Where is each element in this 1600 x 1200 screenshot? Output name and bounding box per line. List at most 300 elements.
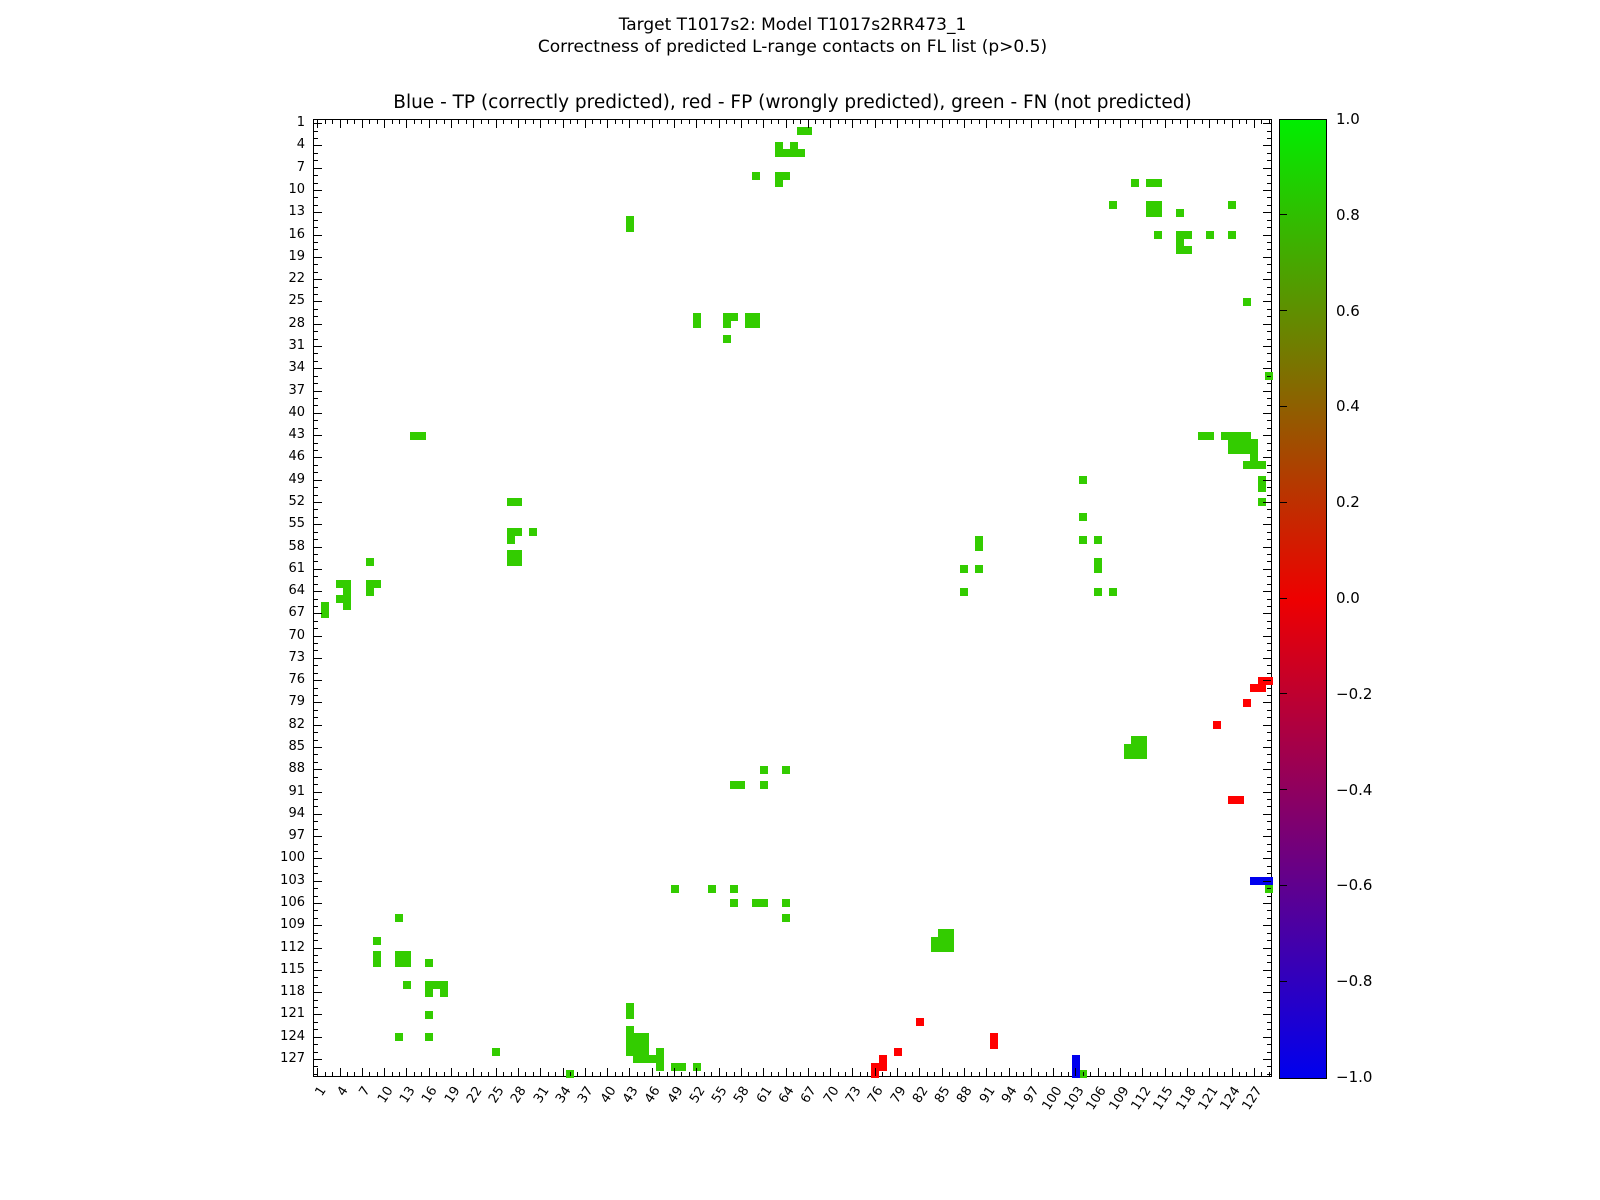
- axis-tick: [1263, 435, 1271, 436]
- axis-tick: [1267, 977, 1271, 978]
- axis-tick: [518, 120, 519, 128]
- axis-tick: [704, 120, 705, 124]
- axis-tick: [1135, 1072, 1136, 1076]
- axis-tick: [1128, 120, 1129, 124]
- axis-tick: [314, 1044, 318, 1045]
- y-tick-label: 7: [296, 159, 305, 175]
- fn-contact-marker: [723, 320, 731, 328]
- axis-tick: [314, 688, 318, 689]
- axis-tick: [314, 249, 318, 250]
- axis-tick: [314, 539, 318, 540]
- fn-contact-marker: [343, 602, 351, 610]
- fn-contact-marker: [373, 959, 381, 967]
- axis-tick: [466, 120, 467, 124]
- fn-contact-marker: [1228, 201, 1236, 209]
- contact-map-plot-area: [313, 119, 1272, 1077]
- axis-tick: [1083, 1072, 1084, 1076]
- axis-tick: [1267, 376, 1271, 377]
- y-tick-label: 76: [288, 672, 305, 688]
- axis-tick: [659, 120, 660, 124]
- axis-tick: [600, 120, 601, 124]
- axis-tick: [1263, 257, 1271, 258]
- axis-tick: [1172, 1072, 1173, 1076]
- axis-tick: [1267, 821, 1271, 822]
- y-tick-label: 19: [288, 248, 305, 264]
- axis-tick: [314, 168, 322, 169]
- axis-tick: [314, 888, 318, 889]
- axis-tick: [1267, 495, 1271, 496]
- axis-tick: [1267, 465, 1271, 466]
- fn-contact-marker: [425, 1011, 433, 1019]
- fn-contact-marker: [425, 1033, 433, 1041]
- y-tick-label: 109: [280, 917, 305, 933]
- axis-tick: [314, 754, 318, 755]
- axis-tick: [667, 1072, 668, 1076]
- fn-contact-marker: [403, 959, 411, 967]
- axis-tick: [511, 1072, 512, 1076]
- fn-contact-marker: [1206, 432, 1214, 440]
- axis-tick: [815, 120, 816, 124]
- axis-tick: [314, 695, 318, 696]
- axis-tick: [314, 725, 322, 726]
- axis-tick: [429, 120, 430, 128]
- axis-tick: [1150, 1072, 1151, 1076]
- axis-tick: [314, 866, 318, 867]
- x-tick-label: 118: [1172, 1084, 1200, 1113]
- axis-tick: [1224, 1072, 1225, 1076]
- y-tick-label: 58: [288, 538, 305, 554]
- axis-tick: [1263, 858, 1271, 859]
- axis-tick: [927, 120, 928, 124]
- fn-contact-marker: [760, 781, 768, 789]
- fn-contact-marker: [425, 989, 433, 997]
- axis-tick: [314, 1059, 322, 1060]
- axis-tick: [1267, 339, 1271, 340]
- axis-tick: [314, 591, 322, 592]
- axis-tick: [392, 120, 393, 124]
- x-tick-label: 52: [686, 1084, 709, 1107]
- x-tick-label: 127: [1239, 1084, 1266, 1113]
- fp-contact-marker: [894, 1048, 902, 1056]
- axis-tick: [696, 1068, 697, 1076]
- fn-contact-marker: [514, 558, 522, 566]
- axis-tick: [540, 120, 541, 128]
- axis-tick: [1263, 547, 1271, 548]
- axis-tick: [503, 120, 504, 124]
- axis-tick: [1075, 120, 1076, 128]
- x-tick-label: 79: [887, 1084, 910, 1107]
- axis-tick: [314, 450, 318, 451]
- axis-tick: [314, 331, 318, 332]
- fn-contact-marker: [708, 885, 716, 893]
- axis-tick: [314, 287, 318, 288]
- axis-tick: [1061, 120, 1062, 124]
- colorbar-tick-label: −0.4: [1336, 780, 1373, 799]
- x-tick-label: 55: [709, 1084, 731, 1107]
- axis-tick: [314, 702, 322, 703]
- axis-tick: [1267, 398, 1271, 399]
- axis-tick: [1038, 1072, 1039, 1076]
- axis-tick: [1267, 1044, 1271, 1045]
- axis-tick: [362, 1068, 363, 1076]
- axis-tick: [1239, 120, 1240, 124]
- axis-tick: [1267, 131, 1271, 132]
- axis-tick: [314, 769, 322, 770]
- axis-tick: [786, 1068, 787, 1076]
- axis-tick: [1263, 123, 1271, 124]
- x-tick-label: 109: [1106, 1084, 1133, 1113]
- axis-tick: [1267, 806, 1271, 807]
- axis-tick: [1142, 1068, 1143, 1076]
- axis-tick: [644, 1072, 645, 1076]
- axis-tick: [314, 992, 322, 993]
- axis-tick: [1267, 316, 1271, 317]
- axis-tick: [314, 717, 318, 718]
- axis-tick: [314, 784, 318, 785]
- fn-contact-marker: [730, 313, 738, 321]
- axis-tick: [615, 1072, 616, 1076]
- axis-tick: [1267, 754, 1271, 755]
- axis-tick: [1267, 1052, 1271, 1053]
- y-tick-label: 22: [288, 271, 305, 287]
- axis-tick: [314, 977, 318, 978]
- fn-contact-marker: [321, 610, 329, 618]
- y-tick-label: 16: [288, 226, 305, 242]
- axis-tick: [314, 658, 322, 659]
- axis-tick: [1263, 524, 1271, 525]
- axis-tick: [600, 1072, 601, 1076]
- axis-tick: [1267, 710, 1271, 711]
- axis-tick: [377, 120, 378, 124]
- axis-tick: [919, 120, 920, 128]
- axis-tick: [756, 1072, 757, 1076]
- y-tick-label: 112: [280, 939, 305, 955]
- axis-tick: [314, 339, 318, 340]
- axis-tick: [1194, 120, 1195, 124]
- colorbar-tick: [1280, 406, 1287, 407]
- axis-tick: [1263, 368, 1271, 369]
- axis-tick: [1046, 120, 1047, 124]
- axis-tick: [314, 1074, 318, 1075]
- axis-tick: [1267, 331, 1271, 332]
- axis-tick: [1128, 1072, 1129, 1076]
- y-tick-label: 88: [288, 761, 305, 777]
- axis-tick: [1263, 680, 1271, 681]
- axis-tick: [1061, 1072, 1062, 1076]
- axis-tick: [1267, 873, 1271, 874]
- axis-tick: [652, 120, 653, 128]
- fn-contact-marker: [782, 172, 790, 180]
- axis-tick: [1202, 120, 1203, 124]
- axis-tick: [1068, 120, 1069, 124]
- axis-tick: [734, 120, 735, 124]
- fn-contact-marker: [395, 914, 403, 922]
- axis-tick: [1267, 940, 1271, 941]
- axis-tick: [1187, 1068, 1188, 1076]
- axis-tick: [1267, 443, 1271, 444]
- x-tick-label: 106: [1083, 1084, 1110, 1113]
- axis-tick: [1267, 628, 1271, 629]
- fn-contact-marker: [782, 914, 790, 922]
- axis-tick: [314, 197, 318, 198]
- axis-tick: [934, 1072, 935, 1076]
- axis-tick: [1016, 1072, 1017, 1076]
- axis-tick: [1267, 962, 1271, 963]
- axis-tick: [481, 1072, 482, 1076]
- axis-tick: [585, 120, 586, 128]
- axis-tick: [756, 120, 757, 124]
- axis-tick: [1267, 777, 1271, 778]
- x-tick-label: 10: [374, 1084, 397, 1107]
- axis-tick: [473, 120, 474, 128]
- fn-contact-marker: [752, 172, 760, 180]
- axis-tick: [897, 120, 898, 128]
- axis-tick: [1224, 120, 1225, 124]
- axis-tick: [1023, 1072, 1024, 1076]
- axis-tick: [1105, 1072, 1106, 1076]
- axis-tick: [317, 120, 318, 128]
- axis-tick: [852, 1068, 853, 1076]
- axis-tick: [314, 487, 318, 488]
- axis-tick: [607, 1068, 608, 1076]
- axis-tick: [314, 175, 318, 176]
- axis-tick: [314, 138, 318, 139]
- fn-contact-marker: [1139, 751, 1147, 759]
- axis-tick: [1267, 160, 1271, 161]
- axis-tick: [340, 120, 341, 128]
- axis-tick: [1263, 658, 1271, 659]
- y-tick-label: 52: [288, 493, 305, 509]
- axis-tick: [1098, 1068, 1099, 1076]
- axis-tick: [563, 120, 564, 128]
- axis-tick: [1267, 309, 1271, 310]
- axis-tick: [392, 1072, 393, 1076]
- axis-tick: [1001, 120, 1002, 124]
- y-tick-label: 106: [280, 894, 305, 910]
- axis-tick: [577, 120, 578, 124]
- axis-tick: [362, 120, 363, 128]
- axis-tick: [1098, 120, 1099, 128]
- axis-tick: [481, 120, 482, 124]
- axis-tick: [1261, 120, 1262, 124]
- axis-tick: [1263, 613, 1271, 614]
- axis-tick: [897, 1068, 898, 1076]
- axis-tick: [1267, 762, 1271, 763]
- colorbar-tick: [1280, 310, 1287, 311]
- axis-tick: [314, 183, 318, 184]
- axis-tick: [314, 532, 318, 533]
- axis-tick: [1263, 903, 1271, 904]
- axis-tick: [314, 131, 318, 132]
- fn-contact-marker: [804, 127, 812, 135]
- axis-tick: [314, 762, 318, 763]
- axis-tick: [867, 120, 868, 124]
- axis-tick: [314, 836, 322, 837]
- axis-tick: [949, 1072, 950, 1076]
- axis-tick: [488, 120, 489, 124]
- axis-tick: [734, 1072, 735, 1076]
- axis-tick: [1113, 120, 1114, 124]
- axis-tick: [934, 120, 935, 124]
- y-tick-label: 94: [288, 805, 305, 821]
- y-tick-label: 67: [288, 605, 305, 621]
- axis-tick: [1267, 1066, 1271, 1067]
- fn-contact-marker: [626, 224, 634, 232]
- axis-tick: [1263, 970, 1271, 971]
- axis-tick: [1267, 220, 1271, 221]
- axis-tick: [314, 643, 318, 644]
- axis-tick: [414, 1072, 415, 1076]
- axis-tick: [726, 1072, 727, 1076]
- axis-tick: [1142, 120, 1143, 128]
- axis-tick: [314, 472, 318, 473]
- y-tick-label: 10: [288, 182, 305, 198]
- axis-tick: [860, 1072, 861, 1076]
- axis-tick: [1267, 918, 1271, 919]
- x-tick-label: 100: [1039, 1084, 1066, 1113]
- axis-tick: [1267, 576, 1271, 577]
- y-tick-label: 64: [288, 583, 305, 599]
- axis-tick: [1267, 665, 1271, 666]
- axis-tick: [555, 120, 556, 124]
- axis-tick: [674, 120, 675, 128]
- axis-tick: [314, 153, 318, 154]
- axis-tick: [1267, 517, 1271, 518]
- axis-tick: [1263, 1059, 1271, 1060]
- fn-contact-marker: [693, 320, 701, 328]
- axis-tick: [1263, 1014, 1271, 1015]
- axis-tick: [838, 1072, 839, 1076]
- axis-tick: [1267, 1022, 1271, 1023]
- axis-tick: [518, 1068, 519, 1076]
- axis-tick: [741, 120, 742, 128]
- axis-tick: [1267, 294, 1271, 295]
- x-tick-label: 13: [396, 1084, 419, 1107]
- colorbar-tick-label: −0.6: [1336, 876, 1373, 895]
- fn-contact-marker: [1243, 298, 1251, 306]
- axis-tick: [957, 120, 958, 124]
- axis-tick: [1263, 881, 1271, 882]
- y-tick-label: 13: [288, 204, 305, 220]
- fn-contact-marker: [1154, 231, 1162, 239]
- axis-tick: [1269, 1072, 1270, 1076]
- axis-tick: [496, 1068, 497, 1076]
- x-tick-label: 43: [619, 1084, 642, 1107]
- axis-tick: [1267, 1029, 1271, 1030]
- axis-tick: [314, 680, 322, 681]
- axis-tick: [525, 120, 526, 124]
- axis-tick: [1267, 561, 1271, 562]
- axis-tick: [458, 1072, 459, 1076]
- y-tick-label: 43: [288, 427, 305, 443]
- axis-tick: [689, 1072, 690, 1076]
- fn-contact-marker: [782, 766, 790, 774]
- axis-tick: [1246, 120, 1247, 124]
- axis-tick: [1267, 896, 1271, 897]
- axis-tick: [314, 272, 318, 273]
- axis-tick: [314, 257, 322, 258]
- axis-tick: [830, 120, 831, 128]
- x-tick-label: 22: [463, 1084, 486, 1107]
- axis-tick: [314, 948, 322, 949]
- axis-tick: [314, 821, 318, 822]
- fn-contact-marker: [737, 781, 745, 789]
- y-tick-label: 73: [288, 649, 305, 665]
- axis-tick: [347, 1072, 348, 1076]
- axis-tick: [1267, 584, 1271, 585]
- axis-tick: [577, 1072, 578, 1076]
- y-tick-label: 82: [288, 716, 305, 732]
- fn-contact-marker: [529, 528, 537, 536]
- axis-tick: [314, 851, 318, 852]
- colorbar-tick-label: 0.4: [1336, 397, 1360, 416]
- axis-tick: [314, 190, 322, 191]
- axis-tick: [994, 1072, 995, 1076]
- axis-tick: [771, 1072, 772, 1076]
- axis-tick: [421, 1072, 422, 1076]
- axis-tick: [1157, 1072, 1158, 1076]
- axis-tick: [1120, 120, 1121, 128]
- axis-tick: [496, 120, 497, 128]
- axis-tick: [905, 120, 906, 124]
- axis-tick: [314, 160, 318, 161]
- axis-tick: [314, 970, 322, 971]
- axis-tick: [314, 205, 318, 206]
- axis-tick: [548, 120, 549, 124]
- axis-tick: [1267, 910, 1271, 911]
- axis-tick: [1267, 1000, 1271, 1001]
- axis-tick: [314, 910, 318, 911]
- axis-tick: [314, 457, 322, 458]
- axis-tick: [919, 1068, 920, 1076]
- axis-tick: [314, 145, 322, 146]
- axis-tick: [314, 554, 318, 555]
- axis-tick: [314, 264, 318, 265]
- axis-tick: [314, 962, 318, 963]
- axis-tick: [354, 120, 355, 124]
- axis-tick: [882, 1072, 883, 1076]
- axis-tick: [1217, 1072, 1218, 1076]
- fn-contact-marker: [975, 543, 983, 551]
- x-tick-label: 25: [486, 1084, 508, 1107]
- axis-tick: [314, 212, 322, 213]
- axis-tick: [1267, 287, 1271, 288]
- axis-tick: [314, 1029, 318, 1030]
- fn-contact-marker: [373, 580, 381, 588]
- fn-contact-marker: [1176, 209, 1184, 217]
- axis-tick: [1090, 120, 1091, 124]
- x-tick-label: 1: [312, 1084, 330, 1100]
- axis-tick: [971, 1072, 972, 1076]
- axis-tick: [823, 1072, 824, 1076]
- axis-tick: [793, 120, 794, 124]
- axis-tick: [1068, 1072, 1069, 1076]
- axis-tick: [314, 576, 318, 577]
- axis-tick: [451, 1068, 452, 1076]
- axis-tick: [314, 799, 318, 800]
- fn-contact-marker: [514, 528, 522, 536]
- axis-tick: [1267, 732, 1271, 733]
- axis-tick: [867, 1072, 868, 1076]
- axis-tick: [1053, 120, 1054, 128]
- colorbar-tick: [1280, 981, 1287, 982]
- axis-tick: [314, 413, 322, 414]
- axis-tick: [1261, 1072, 1262, 1076]
- axis-tick: [1267, 955, 1271, 956]
- axis-tick: [314, 1007, 318, 1008]
- axis-tick: [1267, 472, 1271, 473]
- fn-contact-marker: [626, 1011, 634, 1019]
